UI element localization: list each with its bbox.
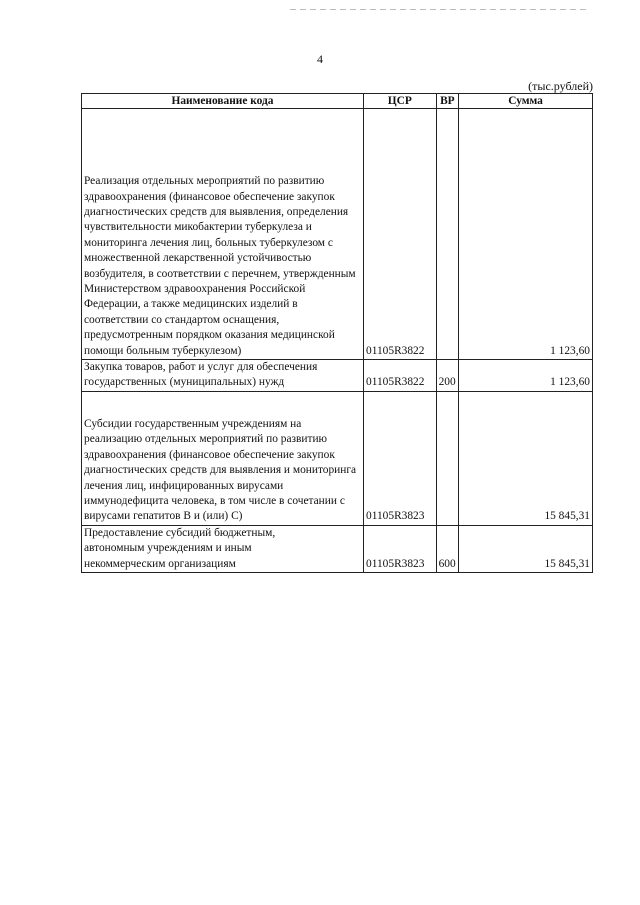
row-name: Закупка товаров, работ и услуг для обеспечения государственных (муниципальных) нужд — [82, 360, 364, 392]
row-csr: 01105R3822 — [364, 109, 437, 360]
units-label: (тыс.рублей) — [528, 79, 593, 93]
row-sum: 15 845,31 — [459, 391, 593, 525]
table-row — [82, 109, 593, 360]
row-sum: 1 123,60 — [459, 360, 593, 392]
row-name: Предоставление субсидий бюджетным, автономным учреждениям и иным некоммерческим организациям — [82, 525, 364, 572]
budget-table — [81, 93, 593, 573]
row-csr: 01105R3823 — [364, 525, 437, 572]
header-csr: ЦСР — [364, 94, 437, 109]
table-row — [82, 391, 593, 525]
row-csr: 01105R3823 — [364, 391, 437, 525]
table-row — [82, 360, 593, 392]
row-vr: 600 — [436, 525, 459, 572]
header-name: Наименование кода — [82, 94, 364, 109]
row-sum: 1 123,60 — [459, 109, 593, 360]
row-vr — [436, 391, 459, 525]
row-csr: 01105R3822 — [364, 360, 437, 392]
row-sum: 15 845,31 — [459, 525, 593, 572]
page-number: 4 — [317, 52, 323, 66]
table-header-row — [82, 94, 593, 109]
row-vr: 200 — [436, 360, 459, 392]
scan-artifact-line — [290, 9, 590, 10]
header-sum: Сумма — [459, 94, 593, 109]
row-name: Реализация отдельных мероприятий по развитию здравоохранения (финансовое обеспечение закупок диагностических средств для выявления, определения чувствительности микобактерии туберкулеза и мониторинга лечения лиц, больных туберкулезом с множественной лекарственной устойчивостью возбудителя, в соответствии с перечнем, утвержденным Министерством здравоохранения Российской Федерации, а также медицинских изделий в соответствии со стандартом оснащения, предусмотренным порядком оказания медицинской помощи больным туберкулезом) — [82, 109, 364, 360]
header-vr: ВР — [436, 94, 459, 109]
table-row — [82, 525, 593, 572]
row-name: Субсидии государственным учреждениям на реализацию отдельных мероприятий по развитию здравоохранения (финансовое обеспечение закупок диагностических средств для выявления и мониторинга лечения лиц, инфицированных вирусами иммунодефицита человека, в том числе в сочетании с вирусами гепатитов В и (или) С) — [82, 391, 364, 525]
row-vr — [436, 109, 459, 360]
